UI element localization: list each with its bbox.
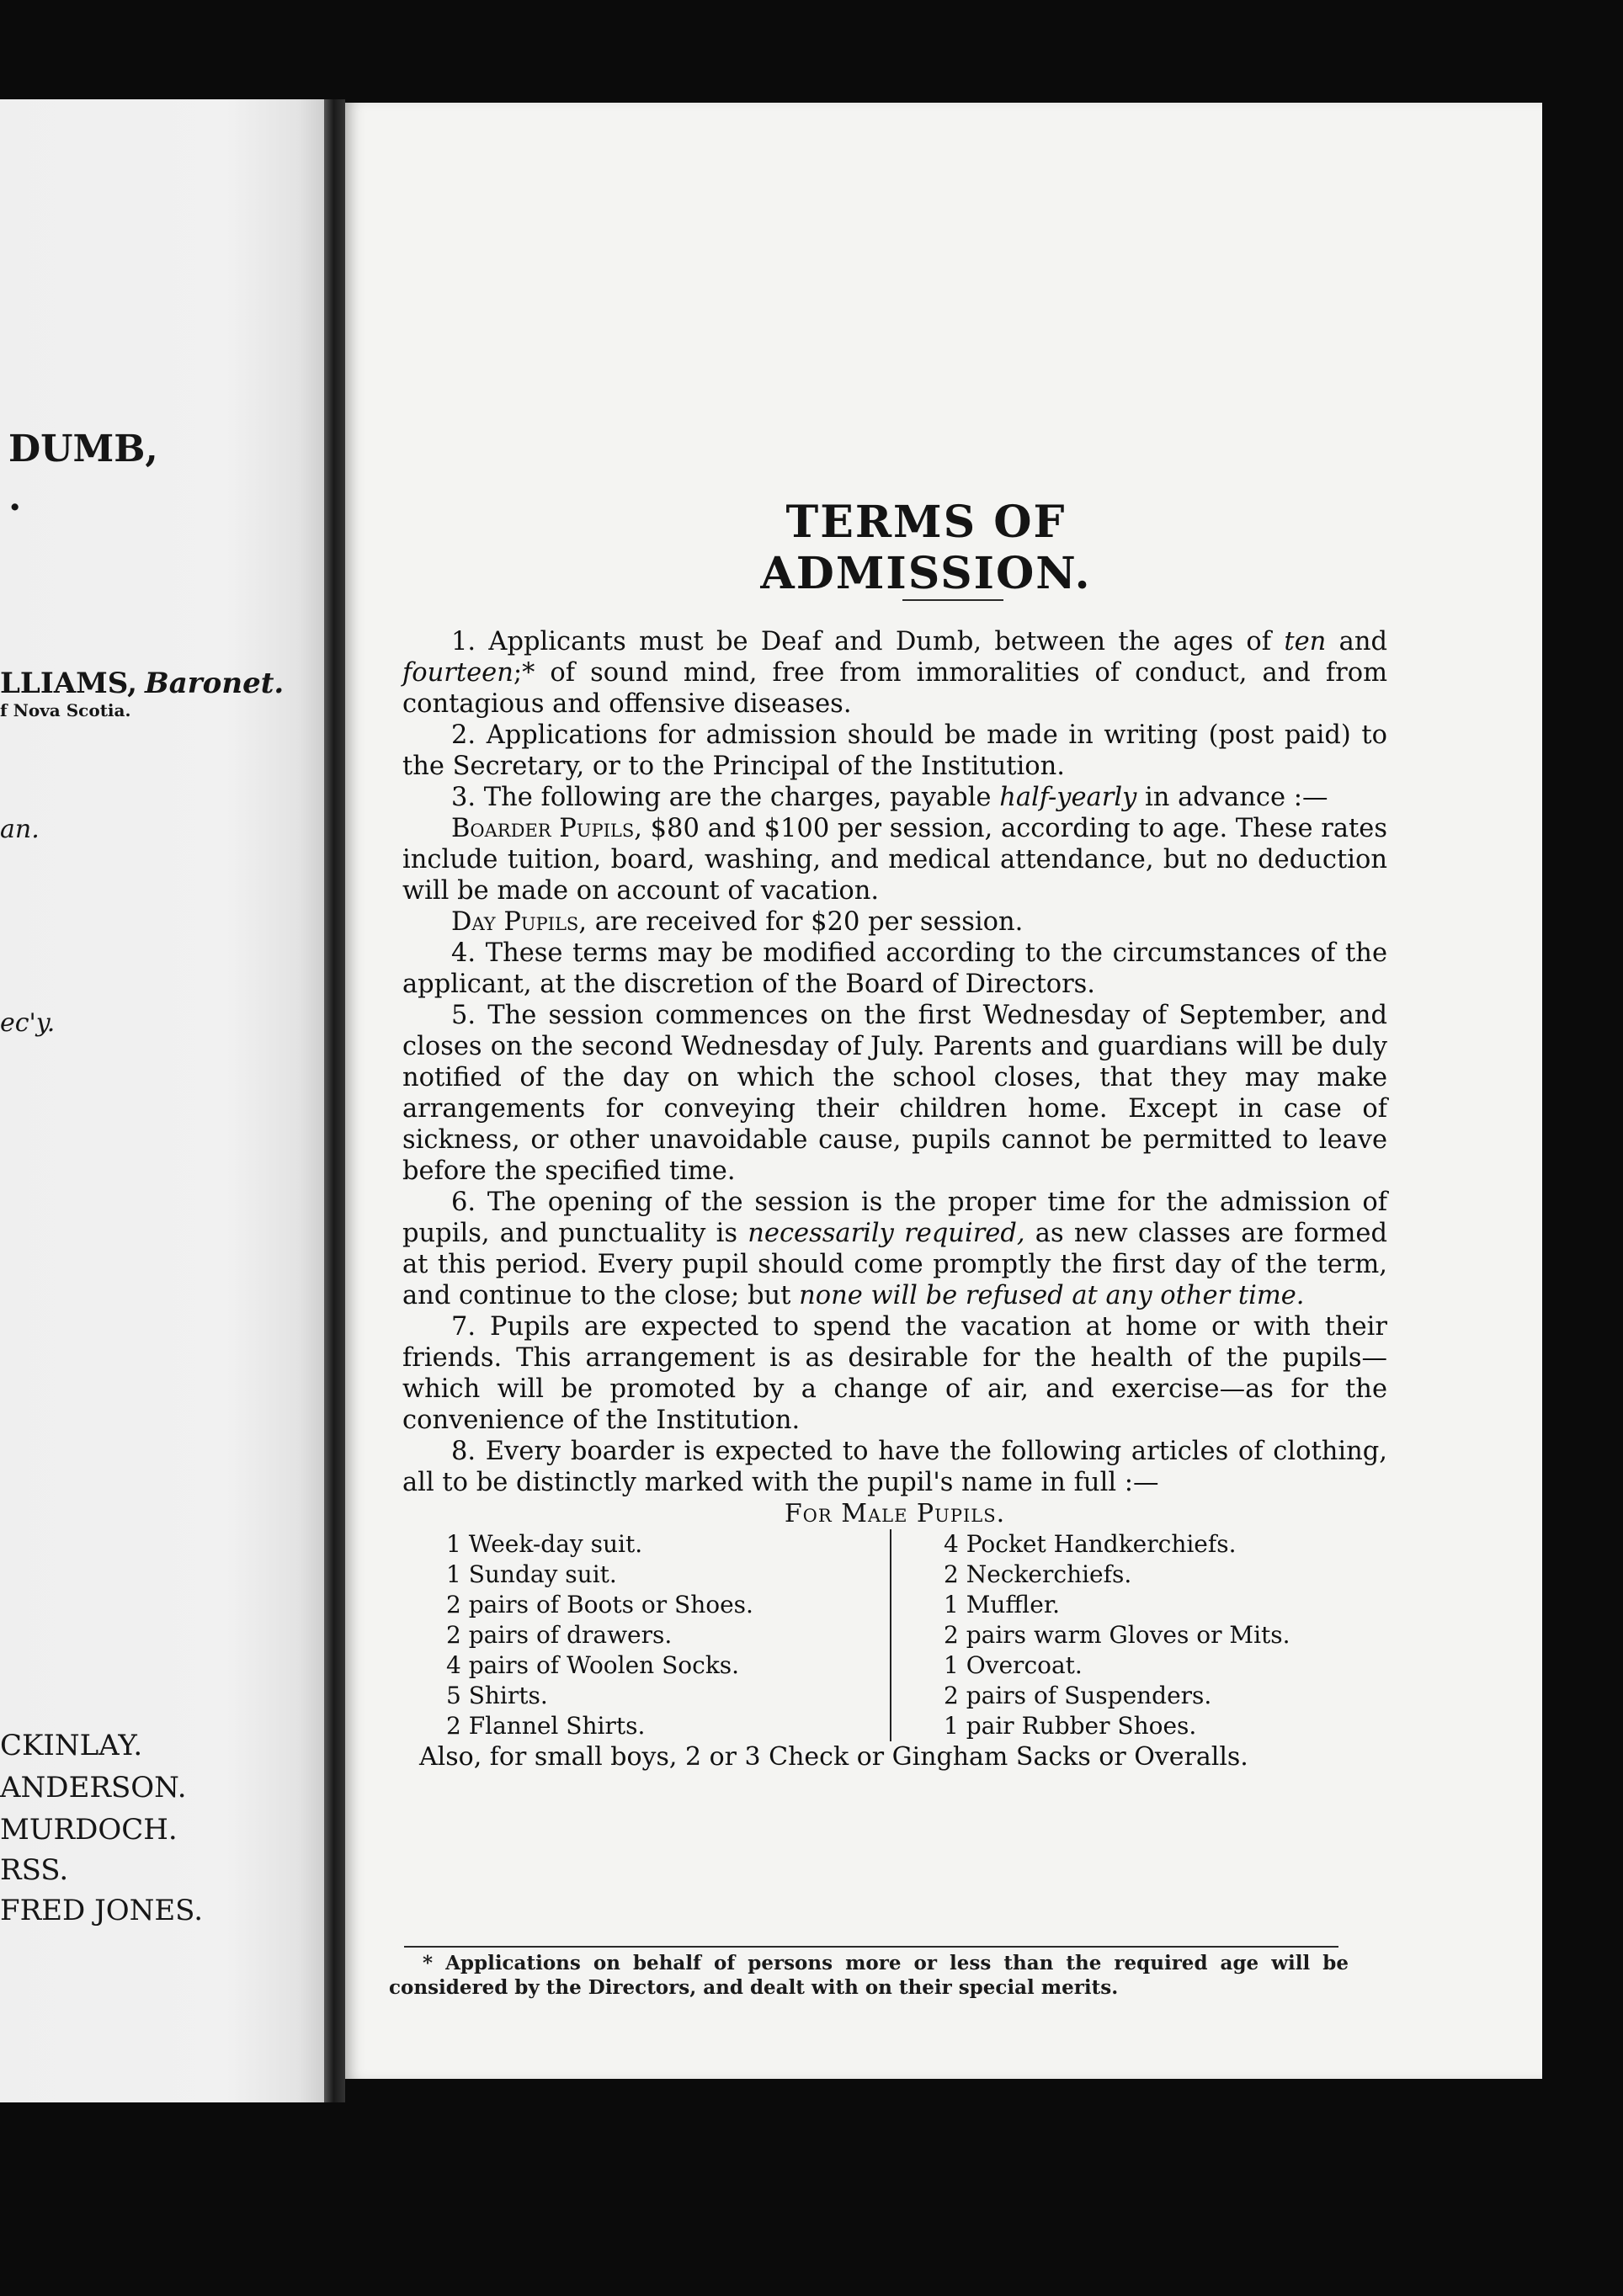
title-rule [902,599,1003,601]
male-pupils-heading: For Male Pupils. [784,1499,1006,1528]
clothing-item: 4 Pocket Handkerchiefs. [944,1530,1237,1558]
small-boys-note: Also, for small boys, 2 or 3 Check or Gingham Sacks or Overalls. [419,1742,1248,1772]
clothing-item: 2 pairs of Boots or Shoes. [446,1591,753,1618]
left-line-ckinlay: CKINLAY. [0,1729,143,1762]
left-line-rss: RSS. [0,1853,69,1887]
term-6: 6. The opening of the session is the proper time for the admission of pupils, and punctuality is necessarily required, as new classes are formed at this period. Every pupil should come promptly the first day of the term, and continue to the close; but none will be refused at any other time. [402,1188,1387,1310]
left-line-baronet: Baronet. [145,667,285,700]
left-line-fred-jones: FRED JONES. [0,1894,204,1927]
footnote: * Applications on behalf of persons more or less than the required age will be considered by the Directors, and dealt with on their special merits. [389,1952,1349,1999]
clothing-item: 4 pairs of Woolen Socks. [446,1651,740,1679]
clothing-item: 1 Overcoat. [944,1651,1083,1679]
term-5: 5. The session commences on the first Wednesday of September, and closes on the second Wednesday of July. Parents and guardians will be duly notified of the day on which the school closes, that they may make arrangements for conveying their children home. Except in case of sickness, or other unavoidable cause, pupils cannot be permitted to leave before the specified time. [402,1001,1387,1186]
clothing-item: 1 pair Rubber Shoes. [944,1712,1197,1740]
clothing-item: 1 Week-day suit. [446,1530,643,1558]
clothing-item: 2 Neckerchiefs. [944,1560,1132,1588]
left-line-lliams: LLIAMS, [0,667,137,700]
term-3: 3. The following are the charges, payable half-yearly in advance :— [451,783,1328,812]
term-3-day-pupils: Day Pupils, are received for $20 per session. [451,907,1024,937]
terms-body [402,626,1387,1772]
left-line-nova-scotia: f Nova Scotia. [0,700,131,720]
term-2: 2. Applications for admission should be made in writing (post paid) to the Secretary, or to the Principal of the Institution. [402,720,1387,781]
left-line-dumb: DUMB, [8,428,158,470]
page-title: TERMS OF ADMISSION. [760,497,1092,599]
left-line-murdoch: MURDOCH. [0,1813,178,1847]
clothing-column-left [446,1529,890,1741]
clothing-item: 2 pairs of drawers. [446,1621,673,1649]
book-gutter [324,99,345,2102]
term-3-boarders: Boarder Pupils, $80 and $100 per session, according to age. These rates include tuition, board, washing, and medical attendance, but no deduction will be made on account of vacation. [402,814,1387,906]
clothing-item: 1 Sunday suit. [446,1560,617,1588]
clothing-item: 5 Shirts. [446,1682,548,1709]
term-4: 4. These terms may be modified according to the circumstances of the applicant, at the discretion of the Board of Directors. [402,938,1387,999]
clothing-item: 1 Muffler. [944,1591,1061,1618]
term-7: 7. Pupils are expected to spend the vacation at home or with their friends. This arrangement is as desirable for the health of the pupils—which will be promoted by a change of air, and exercise—as for the convenience of the Institution. [402,1312,1387,1435]
term-1: 1. Applicants must be Deaf and Dumb, between the ages of ten and fourteen;* of sound mind, free from immoralities of conduct, and from contagious and offensive diseases. [402,627,1388,719]
footnote-rule [404,1946,1338,1948]
clothing-column-right [890,1529,1372,1741]
term-8: 8. Every boarder is expected to have the following articles of clothing, all to be distinctly marked with the pupil's name in full :— [402,1437,1387,1497]
clothing-item: 2 pairs warm Gloves or Mits. [944,1621,1290,1649]
left-line-an: an. [0,815,40,844]
clothing-item: 2 Flannel Shirts. [446,1712,646,1740]
left-line-secy: ec'y. [0,1008,56,1038]
clothing-list [446,1529,1372,1741]
left-line-anderson: ANDERSON. [0,1771,187,1804]
clothing-item: 2 pairs of Suspenders. [944,1682,1212,1709]
left-line-dot: . [8,476,22,519]
